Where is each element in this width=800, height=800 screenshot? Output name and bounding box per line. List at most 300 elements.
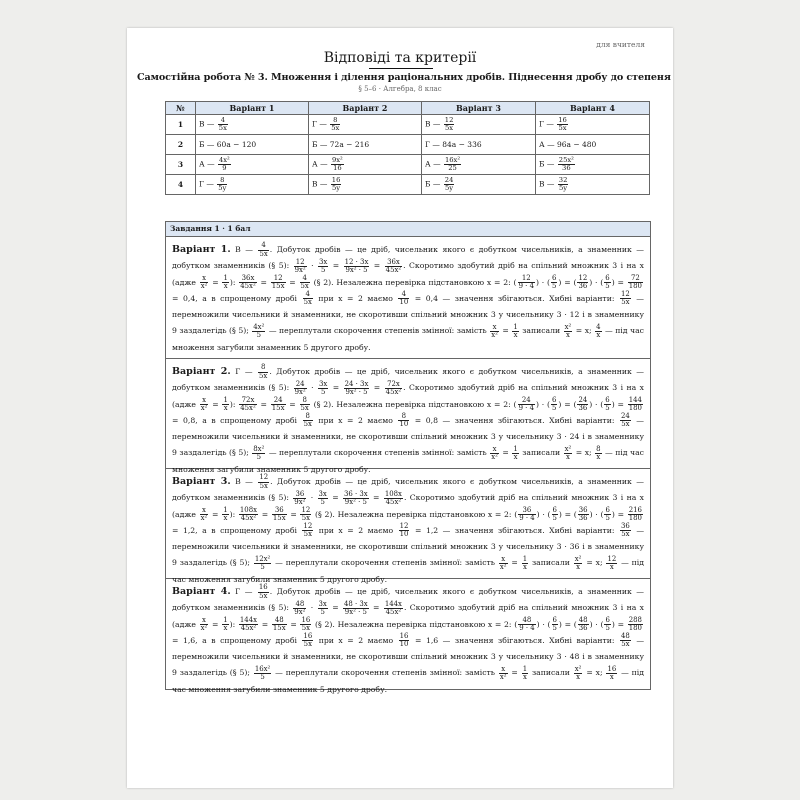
fraction-numerator: 8 [330, 117, 340, 125]
fraction-denominator: x [609, 672, 614, 681]
fraction-numerator: 4x² [218, 155, 230, 164]
fraction-denominator: 10 [399, 530, 409, 539]
fraction [331, 177, 342, 192]
fraction-denominator: 9 · 4 [519, 624, 535, 633]
fraction-numerator: 6 [605, 395, 610, 404]
fraction [620, 523, 631, 539]
fraction-denominator: 15x [271, 404, 285, 413]
fraction [252, 324, 265, 340]
fraction-denominator: 15x [272, 514, 286, 523]
fraction-denominator: x [596, 330, 601, 339]
fraction [344, 259, 370, 275]
fraction-numerator: 9x² [331, 155, 343, 164]
fraction-denominator: 5x [301, 514, 311, 523]
fraction-denominator: 5y [218, 184, 227, 192]
fraction [330, 117, 340, 132]
fraction-denominator: 9x² [294, 387, 306, 396]
fraction-numerator: 1 [223, 395, 228, 404]
fraction-numerator: 16 [303, 632, 313, 641]
fraction [200, 617, 209, 633]
answer-cell: Б — $\frac{\text{25x²}}{36}$ [536, 155, 650, 175]
fraction-denominator: x [223, 514, 228, 523]
variant-label: Варіант 3. [172, 476, 231, 487]
fraction-denominator: 5x [621, 420, 630, 429]
fraction-numerator: 16 [558, 115, 567, 124]
fraction-numerator: 12x² [254, 554, 271, 563]
fraction-numerator: 48 [518, 617, 535, 625]
fraction-denominator: 5x [331, 124, 340, 132]
answer-cell: В — $\frac{16}{5y}$ [309, 175, 422, 195]
fraction-denominator: 5y [445, 184, 454, 192]
fraction [564, 324, 573, 340]
fraction-numerator: 12 [620, 290, 630, 299]
fraction [272, 507, 287, 523]
fraction [222, 617, 228, 633]
table-header-cell: Варіант 2 [309, 102, 422, 115]
fraction-numerator: 16x² [254, 664, 271, 673]
fraction-denominator: 5 [605, 404, 610, 413]
answer-cell: Б — $\frac{24}{5y}$ [422, 175, 536, 195]
fraction [490, 324, 499, 340]
fraction-numerator: 1 [513, 322, 518, 331]
fraction [552, 617, 558, 633]
fraction-numerator: 144 [628, 395, 642, 404]
fraction-denominator: 5x [303, 530, 312, 539]
fraction-denominator: 5x [621, 298, 630, 307]
fraction [252, 446, 265, 462]
fraction-denominator: 5 [260, 562, 265, 571]
fraction-denominator: 36 [578, 282, 588, 291]
fraction-denominator: 45x² [385, 607, 402, 616]
fraction-denominator: 9 · 4 [518, 404, 534, 413]
fraction-denominator: 5x [445, 124, 454, 132]
fraction-numerator: 144x [384, 599, 402, 608]
fraction-denominator: x² [499, 672, 507, 681]
fraction-denominator: 5x [621, 530, 630, 539]
fraction [558, 177, 569, 192]
variant-solution: Варіант 1. В — $\frac{4}{5x}$ . Добуток дробів — це дріб, чисельник якого є добутком чисельників, а знаменник — добутком знаменників (§ 5): $\frac{12}{\text{9x²}}$ · $\frac{3x}{5}$ = $\frac{12 \cdot 3x}{\text{9x² · 5}}$ = $\frac{36x}{\text{45x²}}$ . Скоротимо здобутий дріб на спільний множник 3 і на x (адже $\frac{x}{\text{x²}}$ = $\frac{1}{x}$ ): $\frac{36x}{\text{45x²}}$ = $\frac{12}{15x}$ = $\frac{4}{5x}$ (§ 2). Незалежна перевірка підстановкою x = 2: ( $\frac{12}{9 \cdot 4}$ ) · ( $\frac{6}{5}$ ) = ( $\frac{12}{36}$ ) · ( $\frac{6}{5}$ ) = $\frac{72}{180}$ = 0,4, а в спрощеному дробі $\frac{4}{5x}$ при x = 2 маємо $\frac{4}{10}$ = 0,4 — значення збігаються. Хибні варіанти: $\frac{12}{5x}$ — перемножили чисельники й знаменники, не скоротивши спільний множник 3 у чисельнику 3 · 12 і в знаменнику 9 заздалегідь (§ 5); $\frac{\text{4x²}}{5}$ — переплутали скорочення степенів змінної: замість $\frac{x}{\text{x²}}$ = $\frac{1}{x}$ записали $\frac{\text{x²}}{x}$ = x; $\frac{4}{x}$ — під час множення загубили знаменник 5 другого дробу. [166, 237, 650, 359]
fraction [258, 242, 268, 258]
fraction-denominator: 5 [605, 282, 610, 291]
fraction-numerator: 16 [301, 615, 311, 624]
fraction [218, 117, 228, 132]
fraction [344, 381, 370, 397]
fraction [294, 259, 307, 275]
fraction-numerator: 12 [259, 473, 269, 482]
fraction [302, 633, 313, 649]
fraction-denominator: 9 · 4 [519, 514, 535, 523]
fraction [620, 633, 631, 649]
fraction [293, 491, 306, 507]
fraction-numerator: x [490, 446, 499, 454]
variant-solution: Варіант 4. Г — $\frac{16}{5x}$ . Добуток дробів — це дріб, чисельник якого є добутком чисельників, а знаменник — добутком знаменників (§ 5): $\frac{48}{\text{9x²}}$ · $\frac{3x}{5}$ = $\frac{48 \cdot 3x}{\text{9x² · 5}}$ = $\frac{144x}{\text{45x²}}$ . Скоротимо здобутий дріб на спільний множник 3 і на x (адже $\frac{x}{\text{x²}}$ = $\frac{1}{x}$ ): $\frac{144x}{\text{45x²}}$ = $\frac{48}{15x}$ = $\frac{16}{5x}$ (§ 2). Незалежна перевірка підстановкою x = 2: ( $\frac{48}{9 \cdot 4}$ ) · ( $\frac{6}{5}$ ) = ( $\frac{48}{36}$ ) · ( $\frac{6}{5}$ ) = $\frac{288}{180}$ = 1,6, а в спрощеному дробі $\frac{16}{5x}$ при x = 2 маємо $\frac{16}{10}$ = 1,6 — значення збігаються. Хибні варіанти: $\frac{48}{5x}$ — перемножили чисельники й знаменники, не скоротивши спільний множник 3 у чисельнику 3 · 48 і в знаменнику 9 заздалегідь (§ 5); $\frac{\text{16x²}}{5}$ — переплутали скорочення степенів змінної: замість $\frac{x}{\text{x²}}$ = $\frac{1}{x}$ записали $\frac{\text{x²}}{x}$ = x; $\frac{16}{x}$ — під час множення загубили знаменник 5 другого дробу. [166, 579, 650, 690]
fraction [239, 275, 257, 291]
fraction-denominator: 45x² [385, 265, 402, 274]
fraction-numerator: 8 [398, 413, 409, 421]
fraction-numerator: 108x [239, 505, 258, 514]
fraction [444, 117, 455, 132]
page-subtitle: Самостійна робота № 3. Множення і ділення раціональних дробів. Піднесення дробу до степеня [137, 72, 671, 83]
fraction-denominator: 5x [303, 298, 312, 307]
fraction-numerator: 6 [605, 505, 610, 514]
fraction [628, 275, 643, 291]
fraction-numerator: 144x [239, 615, 258, 624]
fraction-denominator: 5 [552, 514, 557, 523]
fraction-numerator: 4 [300, 275, 310, 283]
fraction-denominator: x² [200, 624, 208, 633]
fraction [578, 507, 589, 523]
fraction [331, 157, 344, 172]
fraction [300, 275, 310, 291]
fraction [222, 275, 228, 291]
fraction-denominator: x² [200, 514, 208, 523]
fraction-numerator: 8 [596, 444, 601, 453]
fraction [604, 275, 610, 291]
fraction-denominator: x [513, 452, 518, 461]
fraction [318, 491, 328, 507]
fraction-numerator: 24 [444, 175, 454, 184]
fraction [512, 446, 518, 462]
fraction-denominator: x² [491, 330, 498, 339]
fraction [300, 617, 311, 633]
fraction-denominator: x [223, 282, 228, 291]
fraction [200, 507, 209, 523]
fraction-numerator: 3x [319, 257, 328, 266]
fraction [499, 556, 508, 572]
fraction-numerator: 16x² [444, 155, 461, 164]
fraction-numerator: x [200, 275, 209, 283]
fraction-denominator: 5x [218, 124, 227, 132]
answer-cell: Г — $\frac{8}{5x}$ [309, 115, 422, 135]
fraction [343, 601, 369, 617]
fraction-numerator: 72x [239, 397, 257, 405]
page-title: Відповіді та критерії [323, 50, 477, 66]
fraction-denominator: x² [491, 452, 498, 461]
fraction-numerator: 4x² [253, 322, 265, 331]
fraction-numerator: 12 [444, 115, 454, 124]
answer-cell: Б — 60a − 120 [196, 135, 309, 155]
fraction-numerator: x [200, 507, 209, 515]
answer-cell: А — $\frac{\text{4x²}}{9}$ [196, 155, 309, 175]
fraction-numerator: x² [564, 322, 572, 331]
fraction [620, 413, 631, 429]
fraction [595, 446, 601, 462]
fraction-denominator: 5x [259, 249, 268, 258]
fraction-denominator: 45x² [240, 624, 257, 633]
fraction-denominator: x [223, 624, 228, 633]
fraction-denominator: 10 [399, 298, 409, 307]
fraction [300, 507, 311, 523]
fraction-numerator: 8 [217, 177, 227, 185]
fraction-numerator: 36 [620, 522, 630, 531]
fraction-denominator: 36 [562, 164, 571, 172]
variant-label: Варіант 2. [172, 366, 231, 377]
fraction-denominator: 9x² · 5 [345, 387, 368, 396]
fraction [300, 397, 310, 413]
fraction-numerator: x [490, 324, 499, 332]
answer-cell: В — $\frac{12}{5x}$ [422, 115, 536, 135]
fraction [217, 177, 227, 192]
fraction-denominator: 5x [621, 640, 630, 649]
fraction-numerator: x [499, 556, 508, 564]
fraction-numerator: 36x [385, 259, 403, 267]
fraction-numerator: 288 [628, 615, 642, 624]
fraction-numerator: 36 [578, 505, 588, 514]
fraction [518, 275, 535, 291]
fraction [254, 556, 272, 572]
fraction-denominator: x² [499, 562, 507, 571]
fraction-denominator: x² [200, 282, 208, 291]
fraction [490, 446, 499, 462]
variant-solution: Варіант 3. В — $\frac{12}{5x}$ . Добуток дробів — це дріб, чисельник якого є добутком чисельників, а знаменник — добутком знаменників (§ 5): $\frac{36}{\text{9x²}}$ · $\frac{3x}{5}$ = $\frac{36 \cdot 3x}{\text{9x² · 5}}$ = $\frac{108x}{\text{45x²}}$ . Скоротимо здобутий дріб на спільний множник 3 і на x (адже $\frac{x}{\text{x²}}$ = $\frac{1}{x}$ ): $\frac{108x}{\text{45x²}}$ = $\frac{36}{15x}$ = $\frac{12}{5x}$ (§ 2). Незалежна перевірка підстановкою x = 2: ( $\frac{36}{9 \cdot 4}$ ) · ( $\frac{6}{5}$ ) = ( $\frac{36}{36}$ ) · ( $\frac{6}{5}$ ) = $\frac{216}{180}$ = 1,2, а в спрощеному дробі $\frac{12}{5x}$ при x = 2 маємо $\frac{12}{10}$ = 1,2 — значення збігаються. Хибні варіанти: $\frac{36}{5x}$ — перемножили чисельники й знаменники, не скоротивши спільний множник 3 у чисельнику 3 · 36 і в знаменнику 9 заздалегідь (§ 5); $\frac{\text{12x²}}{5}$ — переплутали скорочення степенів змінної: замість $\frac{x}{\text{x²}}$ = $\frac{1}{x}$ записали $\frac{\text{x²}}{x}$ = x; $\frac{12}{x}$ — під час множення загубили знаменник 5 другого дробу. [166, 469, 650, 579]
fraction [518, 507, 535, 523]
fraction-denominator: x [566, 452, 570, 461]
answer-cell: Г — $\frac{16}{5x}$ [536, 115, 650, 135]
fraction [399, 523, 410, 539]
fraction-denominator: x² [200, 404, 208, 413]
fraction-numerator: 72x [385, 381, 403, 389]
fraction [222, 397, 228, 413]
fraction [343, 491, 369, 507]
task-header: Завдання 1 · 1 бал [166, 222, 650, 237]
fraction-denominator: 9x² · 5 [344, 607, 367, 616]
fraction [302, 523, 313, 539]
fraction [577, 275, 588, 291]
fraction-denominator: 9x² [294, 497, 306, 506]
fraction-denominator: 15x [272, 624, 286, 633]
fraction-denominator: 5 [605, 514, 610, 523]
fraction-numerator: 48 · 3x [343, 599, 368, 608]
fraction-denominator: 10 [399, 640, 409, 649]
fraction-denominator: 5 [256, 452, 262, 461]
fraction-denominator: 9x² [294, 607, 306, 616]
fraction-numerator: 72 [628, 275, 643, 283]
table-header-cell: Варіант 4 [536, 102, 650, 115]
fraction-numerator: 48 [578, 615, 588, 624]
fraction [551, 397, 557, 413]
fraction [522, 666, 528, 682]
fraction-numerator: 4 [398, 291, 409, 299]
fraction-denominator: 180 [628, 624, 642, 633]
fraction [564, 446, 573, 462]
fraction [558, 157, 575, 172]
fraction-numerator: 24 [620, 412, 630, 421]
fraction [318, 381, 328, 397]
fraction-numerator: 16 [607, 664, 617, 673]
fraction-denominator: 16 [333, 164, 342, 172]
fraction-numerator: 12 [303, 522, 313, 531]
fraction-numerator: 6 [605, 615, 610, 624]
fraction [522, 556, 528, 572]
fraction-numerator: 12 [399, 522, 409, 531]
fraction [606, 666, 617, 682]
fraction [318, 259, 328, 275]
fraction-numerator: 36 [272, 507, 287, 515]
row-number: 2 [166, 135, 196, 155]
fraction-numerator: 16 [258, 583, 268, 592]
table-header-cell: Варіант 3 [422, 102, 536, 115]
fraction-numerator: 8x² [253, 444, 265, 453]
fraction-denominator: 5 [552, 404, 557, 413]
table-header-cell: № [166, 102, 196, 115]
fraction-numerator: 12 [607, 554, 617, 563]
fraction [398, 291, 409, 307]
fraction-denominator: x [513, 330, 518, 339]
fraction-denominator: 180 [628, 404, 642, 413]
fraction-numerator: 6 [552, 273, 557, 282]
fraction-denominator: 9x² · 5 [344, 497, 367, 506]
fraction [239, 397, 257, 413]
fraction [499, 666, 508, 682]
fraction-denominator: 5x [300, 282, 309, 291]
fraction-numerator: 12 · 3x [344, 257, 369, 266]
fraction [628, 397, 643, 413]
fraction [239, 507, 258, 523]
fraction [604, 397, 610, 413]
fraction-numerator: 12 [578, 273, 588, 282]
fraction-numerator: 1 [223, 615, 228, 624]
table-row [166, 115, 650, 135]
fraction [444, 177, 455, 192]
fraction [574, 556, 583, 572]
table-row [166, 135, 650, 155]
fraction-denominator: 45x² [385, 387, 402, 396]
fraction-numerator: 3x [318, 489, 327, 498]
fraction-denominator: 5 [260, 672, 265, 681]
task-block [165, 221, 651, 694]
fraction-denominator: 5 [552, 282, 557, 291]
fraction-numerator: x [200, 397, 209, 405]
fraction-denominator: 5 [256, 330, 262, 339]
fraction-numerator: 6 [552, 395, 557, 404]
title-underline [369, 68, 433, 69]
fraction [294, 381, 307, 397]
fraction [604, 507, 610, 523]
fraction-denominator: x [522, 562, 527, 571]
fraction-numerator: 4 [258, 242, 268, 250]
fraction-denominator: 9x² · 5 [345, 265, 368, 274]
answer-cell: А — 96a − 480 [536, 135, 650, 155]
fraction-denominator: 36 [578, 404, 588, 413]
fraction [272, 617, 287, 633]
fraction-denominator: 45x² [385, 497, 402, 506]
fraction-numerator: 12 [294, 259, 307, 267]
fraction-numerator: x [499, 666, 508, 674]
fraction-numerator: 36 [293, 491, 306, 499]
fraction-numerator: 36x [239, 275, 257, 283]
variant-label: Варіант 1. [172, 244, 231, 255]
fraction [258, 584, 269, 600]
fraction-denominator: 5y [559, 184, 568, 192]
fraction-denominator: 5x [303, 640, 312, 649]
fraction-denominator: 5 [320, 497, 325, 506]
teacher-note: для вчителя [596, 40, 645, 49]
fraction-numerator: 8 [303, 413, 313, 421]
fraction [606, 556, 617, 572]
fraction [399, 633, 410, 649]
table-header-cell: Варіант 1 [196, 102, 309, 115]
fraction-numerator: 4 [218, 117, 228, 125]
variant-label: Варіант 4. [172, 586, 231, 597]
fraction [222, 507, 228, 523]
fraction [200, 275, 209, 291]
fraction-numerator: 108x [384, 489, 402, 498]
fraction-denominator: x [596, 452, 601, 461]
answer-table [165, 101, 650, 195]
fraction [258, 474, 269, 490]
fraction-numerator: 4 [596, 322, 601, 331]
answer-cell: В — $\frac{4}{5x}$ [196, 115, 309, 135]
fraction-denominator: 9 [222, 164, 227, 172]
fraction-denominator: 5 [320, 607, 325, 616]
fraction-numerator: 216 [628, 505, 642, 514]
fraction [595, 324, 601, 340]
fraction [218, 157, 231, 172]
fraction [254, 666, 272, 682]
fraction-numerator: 8 [300, 397, 310, 405]
fraction [577, 397, 588, 413]
answer-cell: В — $\frac{32}{5y}$ [536, 175, 650, 195]
fraction-denominator: 5y [332, 184, 341, 192]
fraction [384, 601, 403, 617]
fraction-numerator: 4 [303, 291, 313, 299]
row-number: 1 [166, 115, 196, 135]
answer-cell: А — $\frac{\text{9x²}}{16}$ [309, 155, 422, 175]
fraction [512, 324, 518, 340]
fraction-denominator: 45x² [240, 282, 256, 291]
fraction-numerator: 24 [271, 397, 286, 405]
fraction-numerator: 36 · 3x [343, 489, 368, 498]
fraction [385, 381, 403, 397]
answer-cell: Б — 72a − 216 [309, 135, 422, 155]
fraction [628, 507, 643, 523]
fraction [552, 507, 558, 523]
fraction-denominator: 36 [578, 514, 588, 523]
fraction-numerator: 16 [399, 632, 409, 641]
fraction-numerator: 12 [518, 275, 535, 283]
fraction-numerator: 16 [331, 175, 341, 184]
fraction [518, 617, 535, 633]
fraction-denominator: 5 [320, 265, 326, 274]
fraction-denominator: 5x [303, 420, 312, 429]
fraction-numerator: 6 [552, 505, 557, 514]
fraction-numerator: 3x [318, 599, 327, 608]
fraction-numerator: 12 [271, 275, 286, 283]
fraction-denominator: 5x [259, 371, 268, 380]
fraction-numerator: 12 [301, 505, 311, 514]
fraction-denominator: x [576, 672, 581, 681]
fraction [444, 157, 461, 172]
fraction [271, 275, 286, 291]
answer-cell: Г — 84a − 336 [422, 135, 536, 155]
fraction [303, 291, 313, 307]
fraction-denominator: 5x [259, 591, 268, 600]
fraction-numerator: 8 [258, 364, 268, 372]
fraction-numerator: 48 [620, 632, 630, 641]
fraction [628, 617, 643, 633]
fraction-denominator: 45x² [240, 514, 257, 523]
fraction-denominator: 5 [552, 624, 557, 633]
fraction-denominator: 5x [300, 404, 309, 413]
row-number: 4 [166, 175, 196, 195]
fraction-numerator: 3x [319, 379, 328, 388]
fraction [557, 117, 568, 132]
fraction [385, 259, 403, 275]
worksheet-page [127, 28, 673, 788]
fraction [384, 491, 403, 507]
answer-cell: А — $\frac{\text{16x²}}{25}$ [422, 155, 536, 175]
fraction-denominator: 5x [301, 624, 311, 633]
